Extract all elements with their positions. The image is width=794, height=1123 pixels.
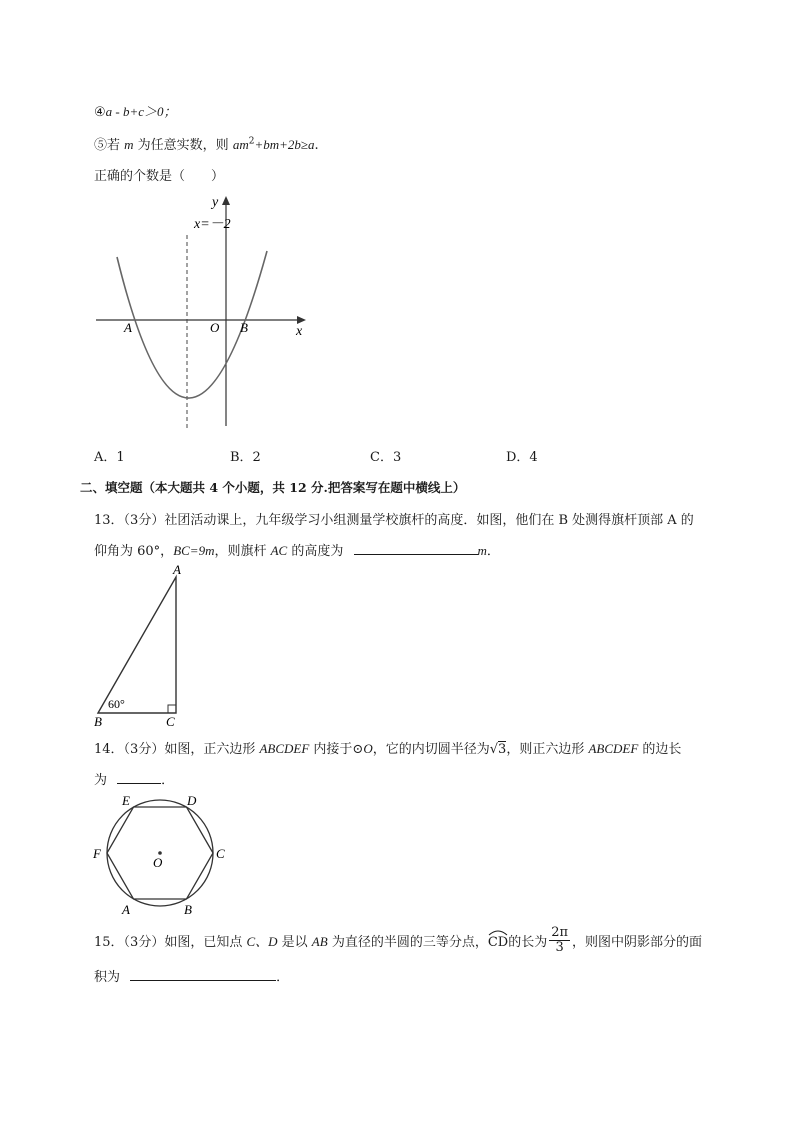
q12-item-4	[94, 101, 177, 120]
answer-blank[interactable]	[117, 771, 161, 784]
symmetry-line-label: x=－2	[194, 217, 231, 232]
q14-text: ，则正六边形	[506, 742, 589, 757]
points-cd: C、D	[246, 934, 278, 949]
vertex-c-label: C	[216, 846, 225, 861]
q14-text: 内接于⊙	[309, 742, 364, 757]
hexagon-name: ABCDEF	[588, 741, 639, 756]
vertex-a-label: A	[122, 902, 130, 917]
item-number: ⑤	[94, 138, 108, 153]
x-axis-arrow-icon	[297, 316, 306, 324]
q13-expression: BC=9m	[173, 543, 215, 558]
fraction	[549, 926, 570, 955]
punctuation: .	[314, 138, 319, 153]
q14-text: 为	[94, 773, 112, 788]
question-number: 15．（3分）	[94, 935, 165, 950]
arc-cd	[488, 935, 508, 950]
q14-text: 如图，正六边形	[164, 742, 260, 757]
q15-text: 是以	[277, 935, 312, 950]
punctuation: ．	[161, 773, 175, 788]
origin-label: O	[210, 320, 220, 335]
right-angle-mark	[168, 705, 176, 713]
option-b[interactable]: B．2	[230, 450, 261, 465]
segment-ab: AB	[311, 934, 328, 949]
answer-blank[interactable]	[130, 968, 276, 981]
vertex-b-label: B	[184, 902, 192, 917]
option-c[interactable]: C．3	[370, 450, 402, 465]
vertex-d-label: D	[187, 793, 197, 808]
unit: m	[477, 543, 487, 558]
fraction-denominator: 3	[555, 940, 564, 955]
answer-blank[interactable]	[354, 542, 478, 555]
vertex-e-label: E	[122, 793, 130, 808]
item-4-expression: a - b+c＞0；	[105, 104, 177, 119]
q13-line-1	[94, 509, 694, 528]
q14-line-1	[94, 738, 681, 757]
q14-text: 的边长	[638, 742, 682, 757]
q14-text: ，它的内切圆半径为	[372, 742, 490, 757]
arc-mark-icon	[488, 930, 508, 936]
q15-text: 如图，已知点	[164, 935, 247, 950]
q13-text: 仰角为 60°，	[94, 544, 174, 559]
q13-text: 的高度为	[287, 544, 348, 559]
center-label: O	[153, 855, 163, 870]
q15-text: 积为	[94, 970, 125, 985]
item-5-expression: +bm+2b≥a	[254, 137, 315, 152]
angle-label: 60°	[108, 697, 125, 711]
fraction-numerator: 2π	[551, 925, 569, 940]
section-heading: 二、填空题（本大题共 4 个小题，共 12 分.把答案写在题中横线上）	[80, 480, 466, 495]
q12-item-5	[94, 134, 319, 153]
q13-line-2	[94, 540, 500, 559]
vertex-a-label: A	[173, 562, 181, 577]
hexagon-name: ABCDEF	[259, 741, 310, 756]
q12-prompt: 正确的个数是（ ）	[94, 169, 225, 184]
item-5-text: 若	[107, 138, 125, 153]
radicand: 3	[498, 742, 507, 757]
sqrt-symbol: √	[489, 742, 499, 757]
triangle-figure	[90, 562, 200, 732]
item-5-text: 为任意实数，则	[133, 138, 233, 153]
punctuation: ．	[486, 544, 500, 559]
q15-line-1	[94, 925, 703, 957]
option-d[interactable]: D．4	[506, 450, 538, 465]
point-b-label: B	[240, 320, 248, 335]
option-a[interactable]: A．1	[94, 450, 125, 465]
item-number: ④	[94, 105, 106, 120]
question-number: 14．（3分）	[94, 742, 165, 757]
q15-line-2	[94, 966, 289, 985]
q14-line-2	[94, 769, 174, 788]
q15-text: ，则图中阴影部分的面	[572, 935, 703, 950]
vertex-c-label: C	[166, 714, 175, 729]
y-axis-arrow-icon	[222, 196, 230, 205]
y-axis-label: y	[212, 195, 219, 210]
arc-label: CD	[487, 935, 509, 950]
item-5-expression: am	[232, 137, 249, 152]
q13-text: ，则旗杆	[214, 544, 271, 559]
x-axis-label: x	[296, 324, 303, 339]
q13-segment: AC	[270, 543, 288, 558]
triangle	[98, 577, 176, 713]
variable-m: m	[124, 137, 134, 152]
parabola-figure	[90, 190, 320, 430]
vertex-b-label: B	[94, 714, 102, 729]
point-a-label: A	[124, 320, 132, 335]
punctuation: ．	[276, 970, 290, 985]
question-number: 13．（3分）	[94, 513, 165, 528]
exponent: 2	[248, 136, 255, 147]
circle-name: O	[363, 741, 373, 756]
q13-text: 社团活动课上，九年级学习小组测量学校旗杆的高度．如图，他们在 B 处测得旗杆顶部 A 的	[164, 513, 694, 528]
hexagon-figure	[90, 792, 230, 917]
q15-text: 的长为	[508, 935, 548, 950]
q15-text: 为直径的半圆的三等分点，	[327, 935, 488, 950]
vertex-f-label: F	[93, 846, 101, 861]
